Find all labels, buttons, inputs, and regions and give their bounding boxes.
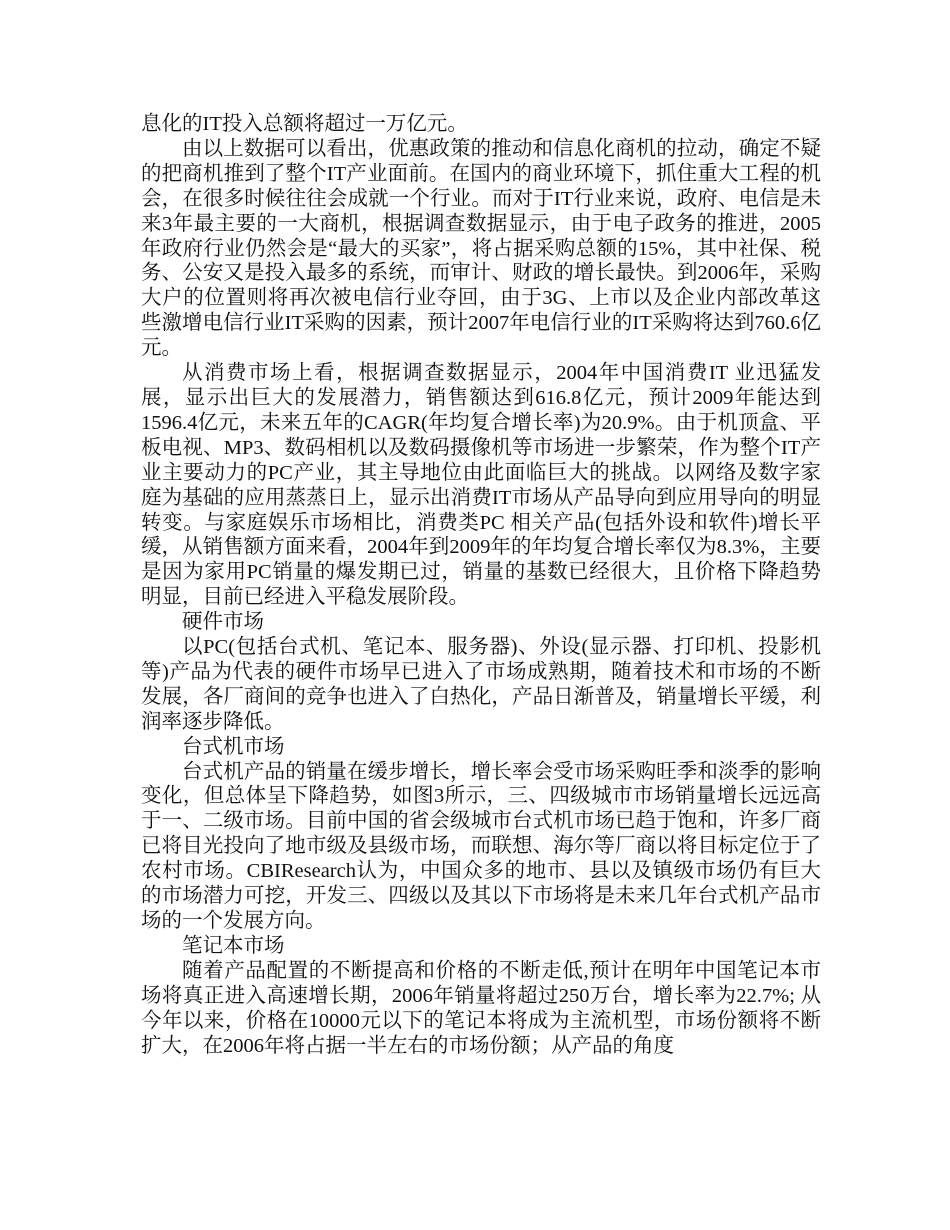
heading-notebook-market: 笔记本市场 bbox=[182, 934, 285, 957]
document-page bbox=[141, 112, 821, 1058]
paragraph-consumer-market: 从消费市场上看，根据调查数据显示，2004年中国消费IT 业迅猛发展，显示出巨大的发展潜力，销售额达到616.8亿元，预计2009年能达到1596.4亿元，未来五年的CAGR(年均复合增长率)为20.9%。由于机顶盒、平板电视、MP3、数码相机以及数码摄像机等市场进一步繁荣，作为整个IT产业主要动力的PC产业，其主导地位由此面临巨大的挑战。以网络及数字家庭为基础的应用蒸蒸日上，显示出消费IT市场从产品导向到应用导向的明显转变。与家庭娱乐市场相比，消费类PC 相关产品(包括外设和软件)增长平缓，从销售额方面来看，2004年到2009年的年均复合增长率仅为8.3%，主要是因为家用PC销量的爆发期已过，销量的基数已经很大，且价格下降趋势明显，目前已经进入平稳发展阶段。 bbox=[141, 362, 821, 609]
heading-hardware-market: 硬件市场 bbox=[182, 611, 264, 634]
paragraph-continuation: 息化的IT投入总额将超过一万亿元。 bbox=[141, 113, 468, 135]
paragraph-notebook-market: 随着产品配置的不断提高和价格的不断走低,预计在明年中国笔记本市场将真正进入高速增长期，2006年销量将超过250万台，增长率为22.7%; 从今年以来，价格在10000元以下的笔记本将成为主流机型，市场份额将不断扩大，在2006年将占据一半左右的市场份额；从产品的角度 bbox=[141, 959, 821, 1057]
paragraph-desktop-market: 台式机产品的销量在缓步增长，增长率会受市场采购旺季和淡季的影响变化，但总体呈下降趋势，如图3所示，三、四级城市市场销量增长远远高于一、二级市场。目前中国的省会级城市台式机市场已趋于饱和，许多厂商已将目光投向了地市级及县级市场，而联想、海尔等厂商以将目标定位于了农村市场。CBIResearch认为，中国众多的地市、县以及镇级市场仍有巨大的市场潜力可挖，开发三、四级以及其以下市场将是未来几年台式机产品市场的一个发展方向。 bbox=[141, 760, 821, 932]
heading-desktop-market: 台式机市场 bbox=[182, 735, 285, 758]
paragraph-hardware-market: 以PC(包括台式机、笔记本、服务器)、外设(显示器、打印机、投影机等)产品为代表的硬件市场早已进入了市场成熟期，随着技术和市场的不断发展，各厂商间的竞争也进入了白热化，产品日渐普及，销量增长平缓，利润率逐步降低。 bbox=[141, 636, 821, 733]
paragraph-business-opportunity: 由以上数据可以看出，优惠政策的推动和信息化商机的拉动，确定不疑的把商机推到了整个IT产业面前。在国内的商业环境下，抓住重大工程的机会，在很多时候往往会成就一个行业。而对于IT行业来说，政府、电信是未来3年最主要的一大商机，根据调查数据显示，由于电子政务的推进，2005年政府行业仍然会是“最大的买家”，将占据采购总额的15%，其中社保、税务、公安又是投入最多的系统，而审计、财政的增长最快。到2006年，采购大户的位置则将再次被电信行业夺回，由于3G、上市以及企业内部改革这些激增电信行业IT采购的因素，预计2007年电信行业的IT采购将达到760.6亿元。 bbox=[141, 137, 821, 360]
